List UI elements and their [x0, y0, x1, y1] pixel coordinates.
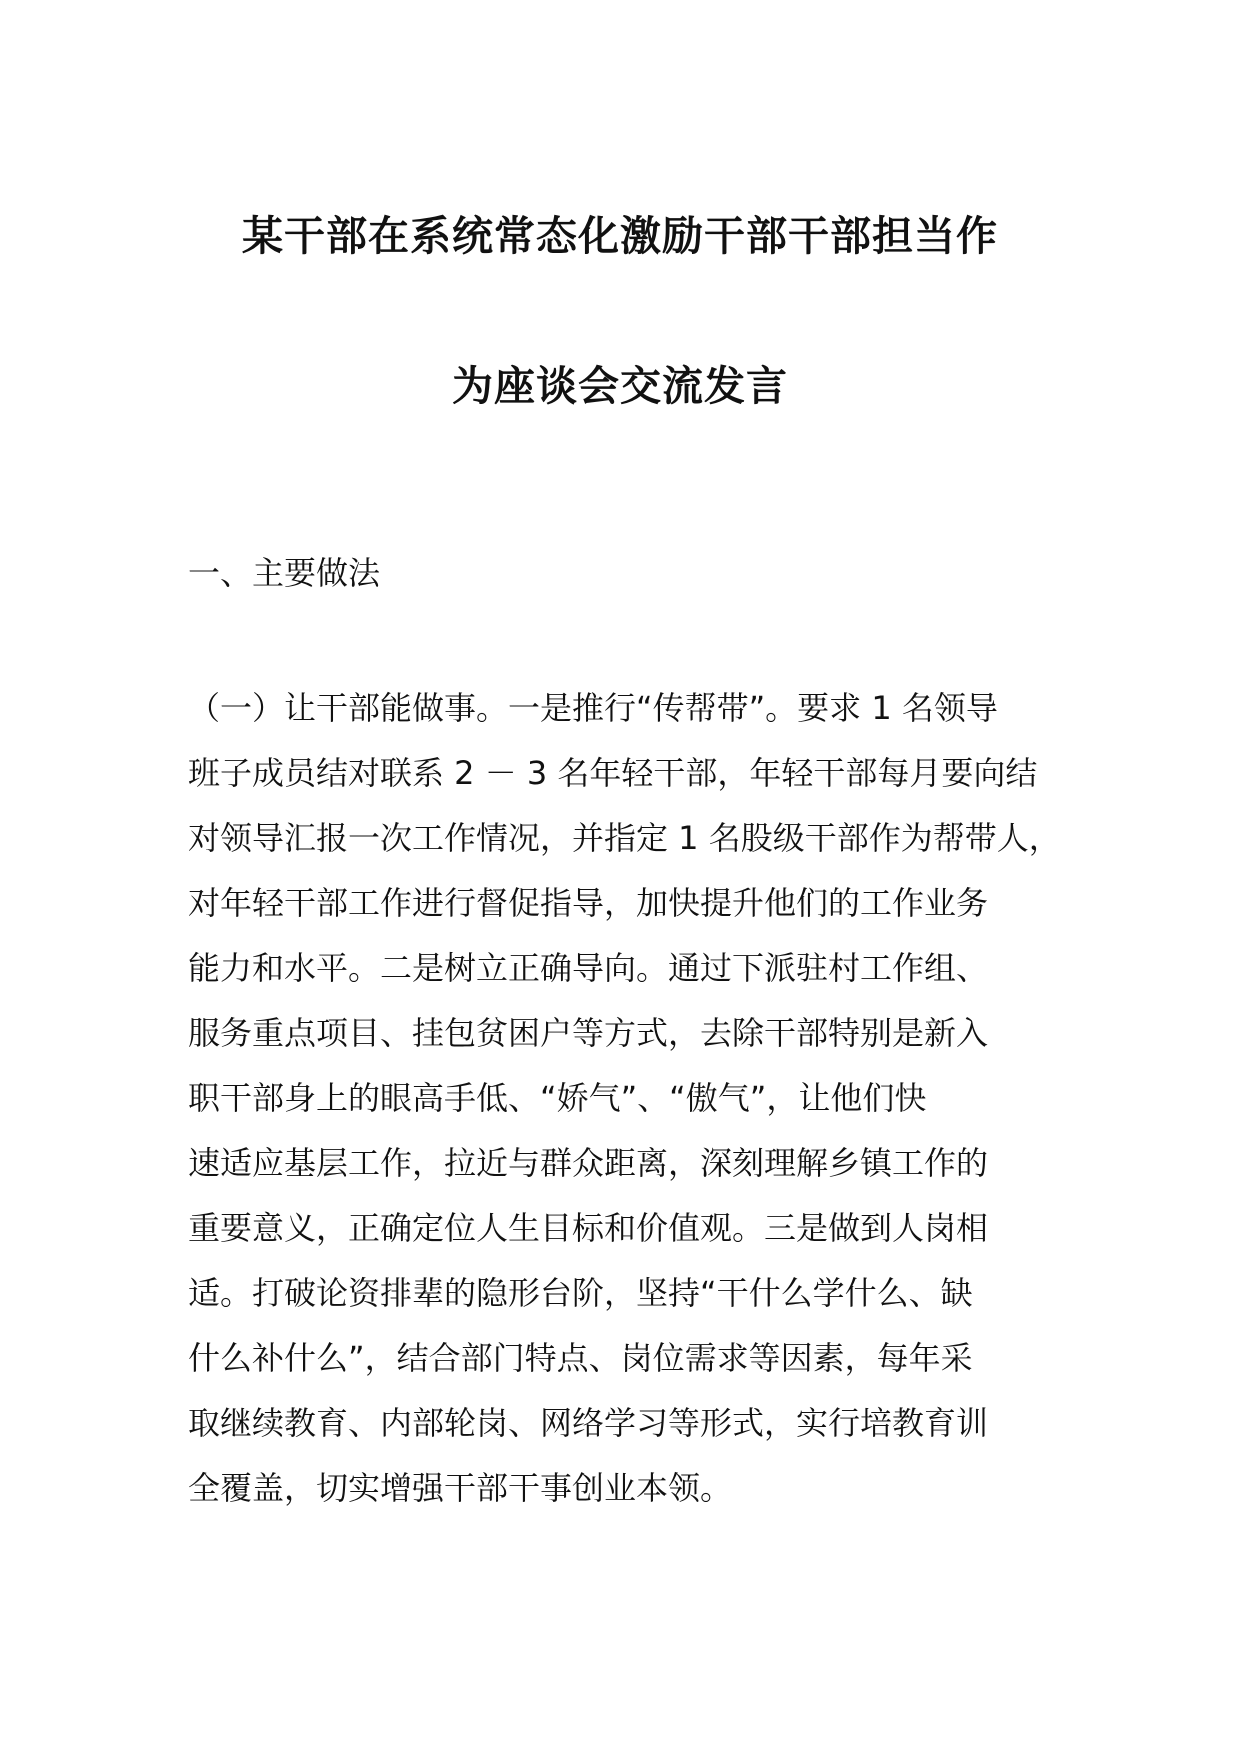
paragraph-line: 全覆盖，切实增强干部干事创业本领。 [188, 1469, 733, 1507]
paragraph-line: 对年轻干部工作进行督促指导，加快提升他们的工作业务 [188, 884, 989, 922]
document-title-line-1: 某干部在系统常态化激励干部干部担当作 [242, 212, 998, 260]
body-paragraph [188, 676, 1068, 1521]
paragraph-line: 取继续教育、内部轮岗、网络学习等形式，实行培教育训 [188, 1404, 989, 1442]
paragraph-line: 能力和水平。二是树立正确导向。通过下派驻村工作组、 [188, 949, 989, 987]
paragraph-line: 服务重点项目、挂包贫困户等方式，去除干部特别是新入 [188, 1014, 989, 1052]
section-heading: 一、主要做法 [188, 554, 381, 592]
paragraph-line: 对领导汇报一次工作情况，并指定 1 名股级干部作为帮带人， [188, 819, 1061, 857]
paragraph-line: 职干部身上的眼高手低、“娇气”、“傲气”，让他们快 [188, 1079, 927, 1117]
document-title-line-2: 为座谈会交流发言 [452, 362, 788, 410]
paragraph-line: 适。打破论资排辈的隐形台阶，坚持“干什么学什么、缺 [188, 1274, 973, 1312]
paragraph-line: （一）让干部能做事。一是推行“传帮带”。要求 1 名领导 [188, 689, 998, 727]
paragraph-line: 班子成员结对联系 2 － 3 名年轻干部，年轻干部每月要向结 [188, 754, 1038, 792]
paragraph-line: 重要意义，正确定位人生目标和价值观。三是做到人岗相 [188, 1209, 989, 1247]
paragraph-line: 什么补什么”，结合部门特点、岗位需求等因素，每年采 [188, 1339, 973, 1377]
paragraph-line: 速适应基层工作，拉近与群众距离，深刻理解乡镇工作的 [188, 1144, 989, 1182]
